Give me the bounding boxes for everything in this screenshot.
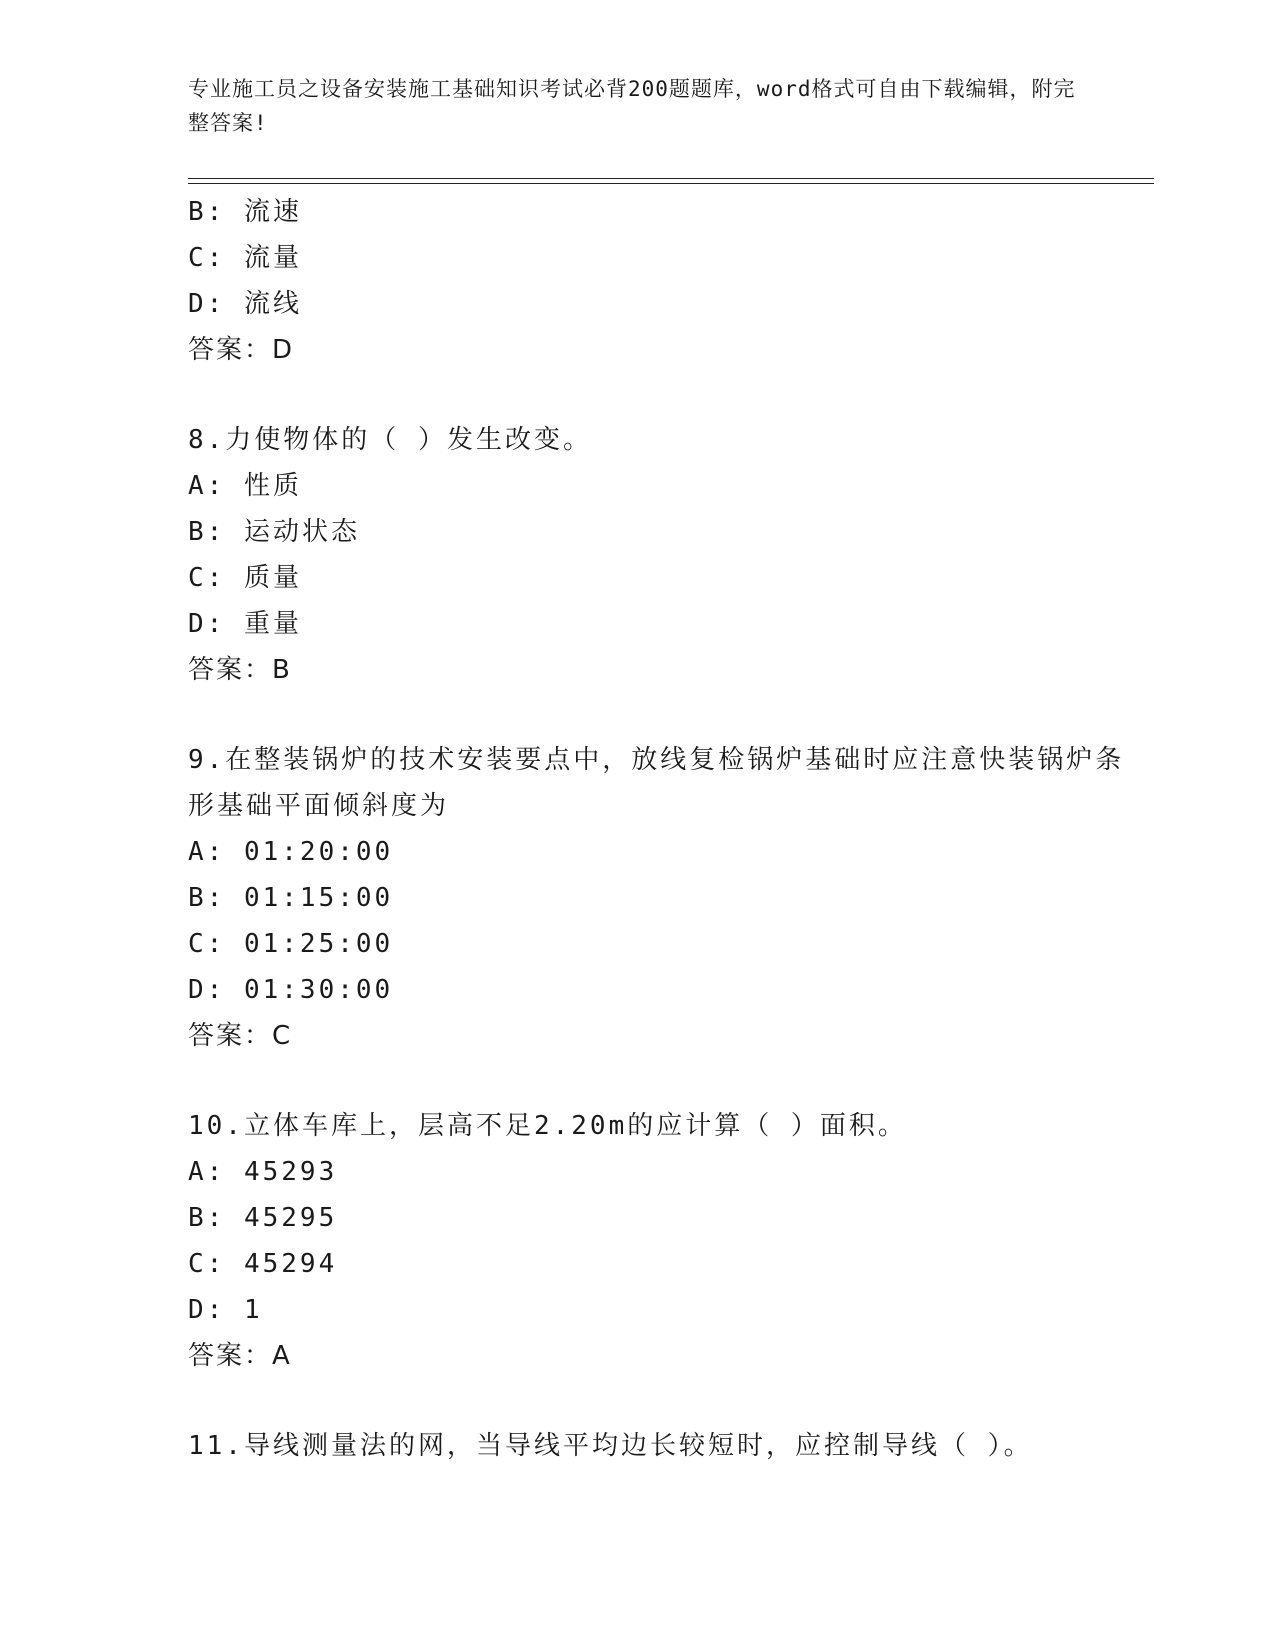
question-7-continued — [188, 189, 1148, 373]
option-b: B: 运动状态 — [188, 517, 360, 547]
option-b: B: 01:15:00 — [188, 883, 394, 913]
question-stem: 9.在整装锅炉的技术安装要点中，放线复检锅炉基础时应注意快装锅炉条形基础平面倾斜度为 — [188, 745, 1125, 821]
question-stem: 11.导线测量法的网，当导线平均边长较短时，应控制导线（ ）。 — [188, 1431, 1033, 1461]
question-stem: 8.力使物体的（ ）发生改变。 — [188, 425, 592, 455]
question-9 — [188, 737, 1148, 1059]
option-c: C: 流量 — [188, 243, 302, 273]
option-b: B: 45295 — [188, 1203, 338, 1233]
answer: 答案：A — [188, 1341, 292, 1371]
option-a: A: 性质 — [188, 471, 302, 501]
option-c: C: 质量 — [188, 563, 302, 593]
question-8 — [188, 417, 1148, 693]
header-rule-top — [188, 178, 1154, 179]
question-stem: 10.立体车库上，层高不足2.20m的应计算（ ）面积。 — [188, 1111, 907, 1141]
question-list — [188, 189, 1148, 1469]
option-d: D: 01:30:00 — [188, 975, 394, 1005]
option-d: D: 重量 — [188, 609, 302, 639]
option-d: D: 1 — [188, 1295, 263, 1325]
header-rule-bottom — [188, 183, 1154, 184]
option-c: C: 01:25:00 — [188, 929, 394, 959]
answer: 答案：B — [188, 655, 292, 685]
question-11 — [188, 1423, 1148, 1469]
question-10 — [188, 1103, 1148, 1379]
option-a: A: 01:20:00 — [188, 837, 394, 867]
option-d: D: 流线 — [188, 289, 302, 319]
option-c: C: 45294 — [188, 1249, 338, 1279]
option-a: A: 45293 — [188, 1157, 338, 1187]
document-header: 专业施工员之设备安装施工基础知识考试必背200题题库，word格式可自由下载编辑，附完整答案! — [188, 77, 1076, 135]
answer: 答案：C — [188, 1021, 293, 1051]
answer: 答案：D — [188, 335, 295, 365]
option-b: B: 流速 — [188, 197, 302, 227]
